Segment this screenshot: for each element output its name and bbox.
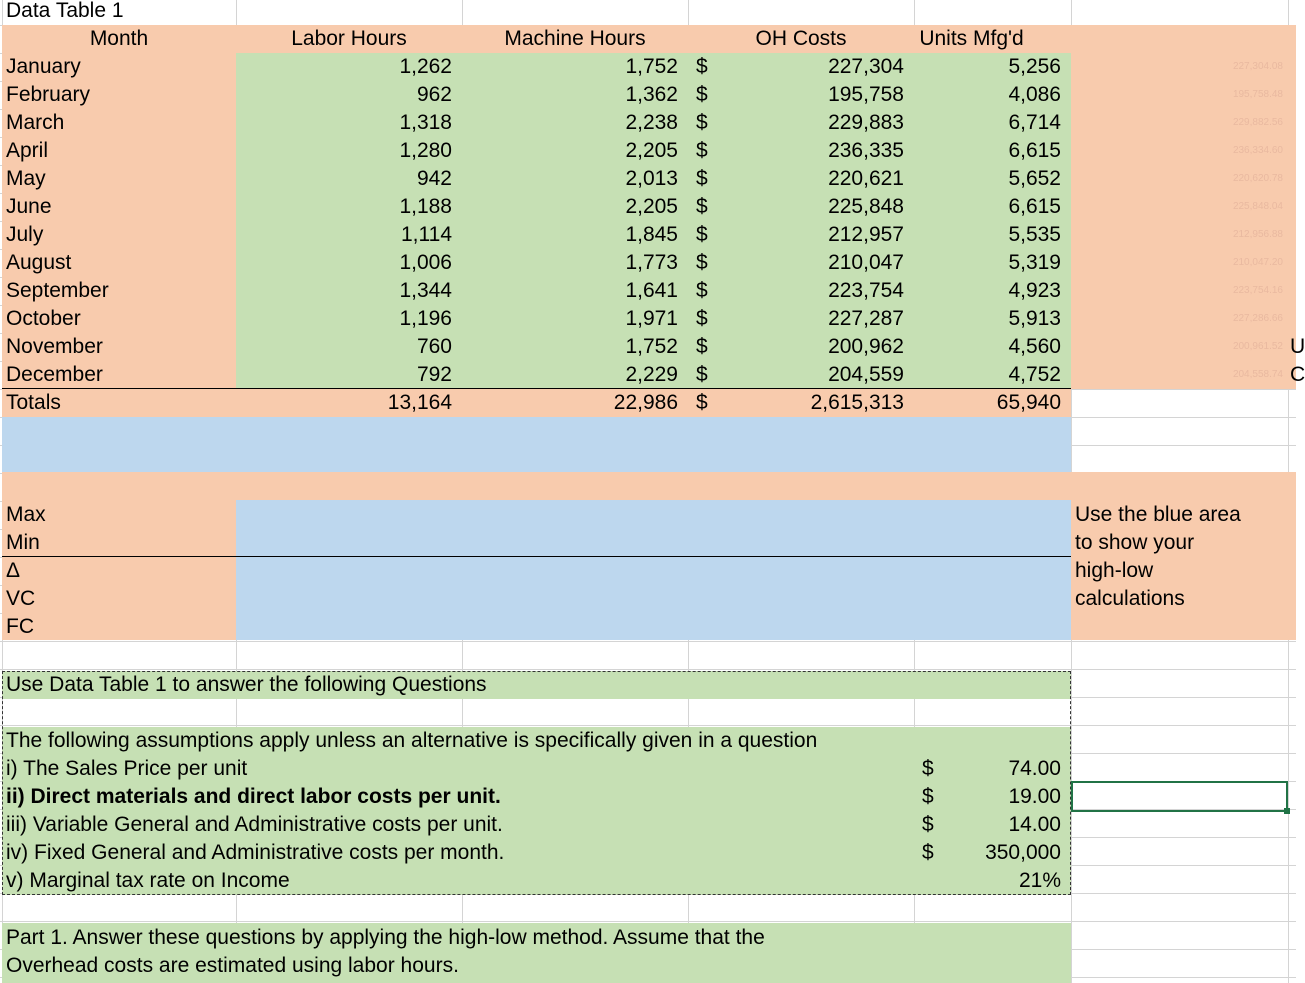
row-month[interactable]: September [6,279,109,302]
sheet-title[interactable]: Data Table 1 [6,0,124,22]
note-line-2: to show your [1075,531,1195,554]
row-month[interactable]: April [6,139,49,162]
totals-currency: $ [696,391,708,414]
note-line-3: high-low [1075,559,1154,582]
totals-machine[interactable]: 22,986 [613,391,678,414]
row-units[interactable]: 4,086 [1008,83,1061,106]
row-hidden-value: 227,304.08 [1232,61,1283,72]
blue-band[interactable] [2,417,1071,472]
row-oh-costs[interactable]: 210,047 [828,251,904,274]
part1-line-1[interactable]: Part 1. Answer these questions by applying the high-low method. Assume that the [6,926,765,949]
row-currency: $ [696,251,708,274]
row-labor-hours[interactable]: 1,262 [399,55,452,78]
row-machine-hours[interactable]: 1,752 [625,55,678,78]
row-machine-hours[interactable]: 2,205 [625,139,678,162]
assumption-text[interactable]: v) Marginal tax rate on Income [6,869,290,892]
row-currency: $ [696,195,708,218]
note-line-1: Use the blue area [1075,503,1241,526]
row-labor-hours[interactable]: 792 [416,363,452,386]
row-units[interactable]: 5,913 [1008,307,1061,330]
row-machine-hours[interactable]: 1,773 [625,251,678,274]
row-oh-costs[interactable]: 227,287 [828,307,904,330]
assumption-value[interactable]: 14.00 [1008,813,1061,836]
note-line-4: calculations [1075,587,1185,610]
row-currency: $ [696,83,708,106]
header-oh-costs[interactable]: OH Costs [755,27,847,50]
row-oh-costs[interactable]: 227,304 [828,55,904,78]
row-month[interactable]: February [6,83,91,106]
row-month[interactable]: November [6,335,103,358]
assumption-currency: $ [922,813,934,836]
questions-header[interactable]: Use Data Table 1 to answer the following Questions [6,673,487,696]
row-labor-hours[interactable]: 760 [416,335,452,358]
row-currency: $ [696,55,708,78]
row-currency: $ [696,363,708,386]
row-month[interactable]: August [6,251,72,274]
totals-label[interactable]: Totals [6,391,61,414]
row-units[interactable]: 5,535 [1008,223,1061,246]
row-currency: $ [696,139,708,162]
part1-line-2[interactable]: Overhead costs are estimated using labor hours. [6,954,459,977]
row-units[interactable]: 5,256 [1008,55,1061,78]
header-labor-hours[interactable]: Labor Hours [291,27,407,50]
row-units[interactable]: 4,752 [1008,363,1061,386]
totals-labor[interactable]: 13,164 [387,391,452,414]
row-hidden-value: 210,047.20 [1232,257,1283,268]
assumption-value[interactable]: 74.00 [1008,757,1061,780]
row-currency: $ [696,335,708,358]
row-labor-hours[interactable]: 942 [416,167,452,190]
label-min[interactable]: Min [6,531,40,554]
row-hidden-value: 204,558.74 [1232,369,1283,380]
row-labor-hours[interactable]: 1,318 [399,111,452,134]
row-labor-hours[interactable]: 1,196 [399,307,452,330]
row-month[interactable]: June [6,195,52,218]
row-month[interactable]: December [6,363,103,386]
totals-units[interactable]: 65,940 [996,391,1061,414]
row-hidden-value: 195,758.48 [1232,89,1283,100]
row-machine-hours[interactable]: 1,641 [625,279,678,302]
row-machine-hours[interactable]: 2,013 [625,167,678,190]
assumptions-intro[interactable]: The following assumptions apply unless an alternative is specifically given in a question [6,729,818,752]
assumption-currency: $ [922,785,934,808]
row-oh-costs[interactable]: 204,559 [828,363,904,386]
header-machine-hours[interactable]: Machine Hours [504,27,646,50]
row-currency: $ [696,223,708,246]
row-oh-costs[interactable]: 220,621 [828,167,904,190]
row-hidden-value: 223,754.16 [1232,285,1283,296]
row-labor-hours[interactable]: 1,344 [399,279,452,302]
row-oh-costs[interactable]: 195,758 [828,83,904,106]
row-machine-hours[interactable]: 2,238 [625,111,678,134]
row-units[interactable]: 5,319 [1008,251,1061,274]
assumption-currency: $ [922,841,934,864]
row-machine-hours[interactable]: 2,205 [625,195,678,218]
assumption-value[interactable]: 19.00 [1008,785,1061,808]
header-month[interactable]: Month [89,27,149,50]
row-machine-hours[interactable]: 1,752 [625,335,678,358]
row-month[interactable]: October [6,307,81,330]
row-month[interactable]: January [6,55,81,78]
row-labor-hours[interactable]: 962 [416,83,452,106]
label-max[interactable]: Max [6,503,46,526]
row-month[interactable]: May [6,167,46,190]
row-oh-costs[interactable]: 229,883 [828,111,904,134]
row-hidden-value: 225,848.04 [1232,201,1283,212]
row-month[interactable]: July [6,223,44,246]
row-hidden-value: 200,961.52 [1232,341,1283,352]
row-units[interactable]: 4,923 [1008,279,1061,302]
assumption-currency: $ [922,757,934,780]
label-fc[interactable]: FC [6,615,34,638]
row-oh-costs[interactable]: 212,957 [828,223,904,246]
row-machine-hours[interactable]: 1,362 [625,83,678,106]
row-hidden-value: 212,956.88 [1232,229,1283,240]
row-currency: $ [696,279,708,302]
row-month[interactable]: March [6,111,65,134]
row-hidden-value: 220,620.78 [1232,173,1283,184]
totals-oh[interactable]: 2,615,313 [810,391,904,414]
row-oh-costs[interactable]: 200,962 [828,335,904,358]
highlow-calc-area[interactable] [236,500,1071,640]
row-units[interactable]: 5,652 [1008,167,1061,190]
row-hidden-value: 229,882.56 [1232,117,1283,128]
row-machine-hours[interactable]: 1,971 [625,307,678,330]
assumption-text[interactable]: ii) Direct materials and direct labor costs per unit. [6,785,501,808]
label-vc[interactable]: VC [6,587,36,610]
row-oh-costs[interactable]: 225,848 [828,195,904,218]
row-units[interactable]: 6,714 [1008,111,1061,134]
side-glyph-u: U [1290,335,1305,358]
assumption-value[interactable]: 350,000 [985,841,1061,864]
row-machine-hours[interactable]: 2,229 [625,363,678,386]
header-units[interactable]: Units Mfg'd [919,27,1024,50]
assumption-text[interactable]: iii) Variable General and Administrative costs per unit. [6,813,503,836]
row-labor-hours[interactable]: 1,280 [399,139,452,162]
row-labor-hours[interactable]: 1,114 [401,223,452,246]
row-labor-hours[interactable]: 1,188 [399,195,452,218]
row-units[interactable]: 6,615 [1008,195,1061,218]
fill-handle[interactable] [1284,808,1290,814]
row-hidden-value: 227,286.66 [1232,313,1283,324]
row-units[interactable]: 4,560 [1008,335,1061,358]
label-delta[interactable]: Δ [6,559,21,582]
row-oh-costs[interactable]: 236,335 [828,139,904,162]
row-machine-hours[interactable]: 1,845 [625,223,678,246]
row-currency: $ [696,111,708,134]
assumption-text[interactable]: i) The Sales Price per unit [6,757,248,780]
selected-cell[interactable] [1071,781,1288,812]
assumption-text[interactable]: iv) Fixed General and Administrative costs per month. [6,841,505,864]
row-labor-hours[interactable]: 1,006 [399,251,452,274]
row-currency: $ [696,307,708,330]
row-units[interactable]: 6,615 [1008,139,1061,162]
row-oh-costs[interactable]: 223,754 [828,279,904,302]
row-hidden-value: 236,334.60 [1232,145,1283,156]
row-currency: $ [696,167,708,190]
assumption-value[interactable]: 21% [1018,869,1061,892]
side-glyph-c: C [1290,363,1305,386]
